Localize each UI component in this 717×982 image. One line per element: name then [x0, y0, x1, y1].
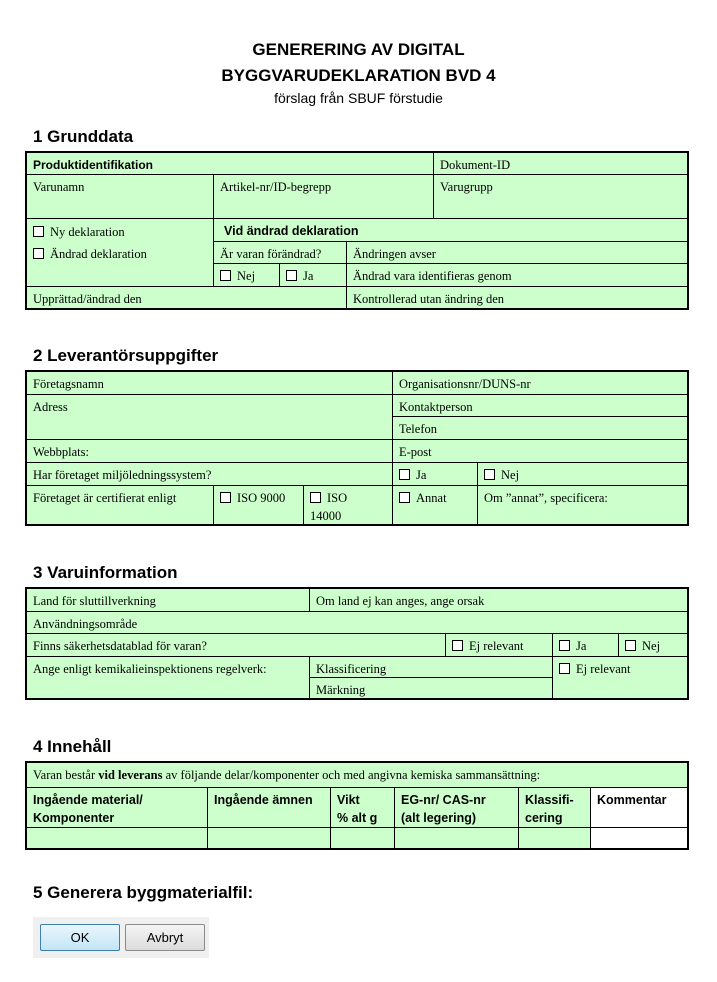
om-land-field[interactable]: Om land ej kan anges, ange orsak	[310, 589, 687, 612]
annat-checkbox[interactable]	[399, 492, 410, 503]
andrad-deklaration-option[interactable]: Ändrad deklaration	[33, 245, 147, 263]
anvandningsomrade-field[interactable]: Användningsområde	[27, 612, 687, 634]
col-egnr-header: EG-nr/ CAS-nr (alt legering)	[395, 788, 519, 828]
varuinformation-table	[25, 587, 689, 700]
avbryt-button[interactable]: Avbryt	[125, 924, 205, 951]
document-title-line2: BYGGVARUDEKLARATION BVD 4	[221, 66, 496, 85]
ny-deklaration-checkbox[interactable]	[33, 226, 44, 237]
om-annat-field[interactable]: Om ”annat”, specificera:	[484, 491, 608, 505]
miljoledningssystem-label: Har företaget miljöledningssystem?	[27, 463, 393, 486]
section-3-heading: 3 Varuinformation	[33, 563, 178, 582]
forandrad-nej-checkbox[interactable]	[220, 270, 231, 281]
adress-field[interactable]: Adress	[27, 395, 393, 440]
kontrollerad-field[interactable]: Kontrollerad utan ändring den	[353, 292, 504, 306]
forandrad-ja-option[interactable]: Ja	[280, 264, 347, 287]
iso9000-checkbox[interactable]	[220, 492, 231, 503]
certifierat-label: Företaget är certifierat enligt	[27, 486, 214, 524]
iso14000-option[interactable]: ISO 14000	[304, 486, 393, 524]
foretagsnamn-field[interactable]: Företagsnamn	[27, 372, 393, 395]
row1-amnen-cell[interactable]	[208, 828, 331, 848]
ny-deklaration-option[interactable]: Ny deklaration	[33, 223, 125, 241]
artikelnr-field[interactable]: Artikel-nr/ID-begrepp	[214, 175, 434, 219]
telefon-field[interactable]: Telefon	[393, 417, 687, 440]
deklaration-type-cell	[27, 219, 214, 287]
kemikalie-label: Ange enligt kemikalieinspektionens regelverk:	[27, 657, 310, 698]
andrad-deklaration-checkbox[interactable]	[33, 248, 44, 259]
varugrupp-field[interactable]: Varugrupp	[434, 175, 687, 219]
sakerhet-ej-relevant-checkbox[interactable]	[452, 640, 463, 651]
kontaktperson-field[interactable]: Kontaktperson	[393, 395, 687, 417]
row1-vikt-cell[interactable]	[331, 828, 395, 848]
col-amnen-header: Ingående ämnen	[208, 788, 331, 828]
vid-andrad-heading: Vid ändrad deklaration	[214, 219, 687, 242]
sakerhetsdatablad-label: Finns säkerhetsdatablad för varan?	[27, 634, 446, 657]
innehall-intro: Varan består vid leverans av följande delar/komponenter och med angivna kemiska sammansättning:	[27, 763, 687, 788]
land-field[interactable]: Land för sluttillverkning	[27, 589, 310, 612]
klassificering-field[interactable]: Klassificering	[310, 657, 553, 678]
document-title-line1: GENERERING AV DIGITAL	[252, 40, 465, 59]
dokument-id-field[interactable]: Dokument-ID	[434, 153, 687, 175]
sakerhet-ej-relevant-option[interactable]: Ej relevant	[446, 634, 553, 657]
section-5-heading: 5 Generera byggmaterialfil:	[33, 883, 254, 902]
row1-material-cell[interactable]	[27, 828, 208, 848]
col-kommentar-header: Kommentar	[591, 788, 687, 828]
varunamn-field[interactable]: Varunamn	[27, 175, 214, 219]
miljo-nej-option[interactable]: Nej	[478, 463, 687, 486]
produktidentifikation-cell: Produktidentifikation	[27, 153, 434, 175]
kemikalie-ej-relevant-checkbox[interactable]	[559, 663, 570, 674]
row1-kommentar-cell[interactable]	[591, 828, 687, 848]
orgnr-field[interactable]: Organisationsnr/DUNS-nr	[393, 372, 687, 395]
grunddata-table	[25, 151, 689, 310]
document-subtitle: förslag från SBUF förstudie	[274, 90, 443, 106]
iso14000-checkbox[interactable]	[310, 492, 321, 503]
ar-varan-forandrad-label: Är varan förändrad?	[214, 242, 347, 264]
sakerhet-nej-checkbox[interactable]	[625, 640, 636, 651]
sakerhet-nej-option[interactable]: Nej	[619, 634, 687, 657]
col-klassificering-header: Klassifi- cering	[519, 788, 591, 828]
col-material-header: Ingående material/ Komponenter	[27, 788, 208, 828]
epost-field[interactable]: E-post	[393, 440, 687, 463]
sakerhet-ja-option[interactable]: Ja	[553, 634, 619, 657]
webbplats-field[interactable]: Webbplats:	[27, 440, 393, 463]
leverantor-table	[25, 370, 689, 526]
andringen-avser-field[interactable]: Ändringen avser	[347, 242, 687, 264]
sakerhet-ja-checkbox[interactable]	[559, 640, 570, 651]
innehall-table	[25, 761, 689, 850]
section-4-heading: 4 Innehåll	[33, 737, 112, 756]
annat-option[interactable]: Annat	[393, 486, 478, 524]
iso9000-option[interactable]: ISO 9000	[214, 486, 304, 524]
forandrad-ja-checkbox[interactable]	[286, 270, 297, 281]
miljo-nej-checkbox[interactable]	[484, 469, 495, 480]
ok-button[interactable]: OK	[40, 924, 120, 951]
andrad-vara-identifieras-field[interactable]: Ändrad vara identifieras genom	[347, 264, 687, 287]
section-2-heading: 2 Leverantörsuppgifter	[33, 346, 219, 365]
markning-field[interactable]: Märkning	[310, 678, 553, 698]
row1-egnr-cell[interactable]	[395, 828, 519, 848]
forandrad-nej-option[interactable]: Nej	[214, 264, 280, 287]
kemikalie-ej-relevant-option[interactable]: Ej relevant	[553, 657, 687, 698]
row1-klassificering-cell[interactable]	[519, 828, 591, 848]
section-1-heading: 1 Grunddata	[33, 127, 134, 146]
col-vikt-header: Vikt % alt g	[331, 788, 395, 828]
upprattad-field[interactable]: Upprättad/ändrad den	[27, 287, 347, 308]
miljo-ja-option[interactable]: Ja	[393, 463, 478, 486]
miljo-ja-checkbox[interactable]	[399, 469, 410, 480]
